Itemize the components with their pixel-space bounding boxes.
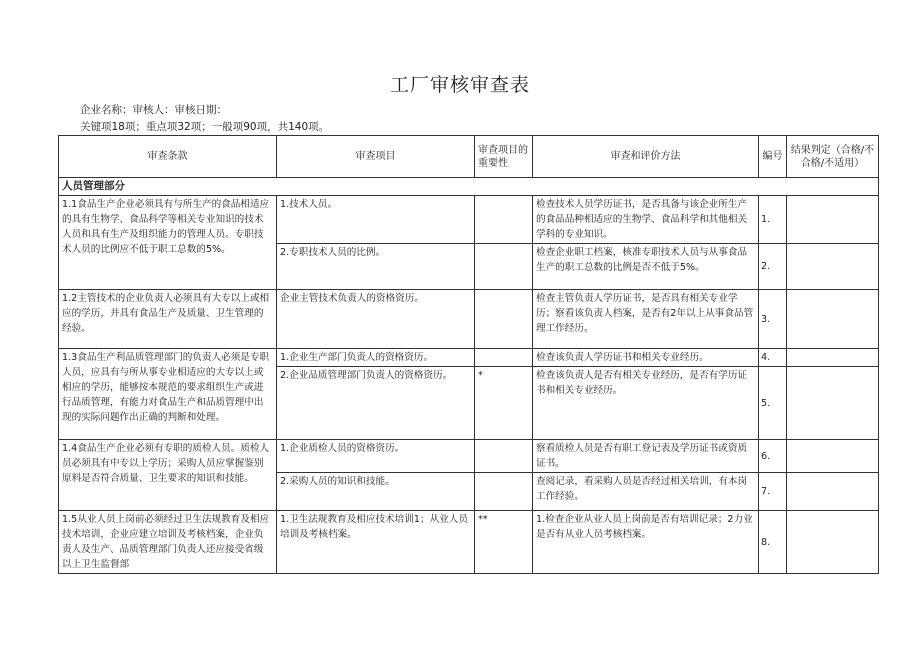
table-row (59, 511, 879, 574)
result-cell[interactable] (787, 349, 879, 367)
header-row (59, 136, 879, 178)
number-cell: 6. (759, 440, 787, 473)
section-title: 人员管理部分 (59, 178, 879, 196)
item-cell: 1.技术人员。 (277, 196, 475, 244)
importance-cell (475, 244, 533, 290)
item-cell: 1.企业生产部门负责人的资格资历。 (277, 349, 475, 367)
clause-cell: 1.1食品生产企业必须具有与所生产的食品相适应的具有生物学、食品科学等相关专业知识的技术人员和具有生产及组织能力的管理人员。专职技术人员的比例应不低于职工总数的5%。 (59, 196, 277, 290)
method-cell: 察看质检人员是否有职工登记表及学历证书或资质证书。 (533, 440, 759, 473)
number-cell: 2. (759, 244, 787, 290)
importance-cell (475, 290, 533, 349)
result-cell[interactable] (787, 244, 879, 290)
importance-cell: ** (475, 511, 533, 574)
audit-table (58, 135, 879, 574)
page-title: 工厂审核审查表 (389, 74, 530, 96)
method-cell: 检查该负责人学历证书和相关专业经历。 (533, 349, 759, 367)
method-cell: 检查技术人员学历证书，是否具备与该企业所生产的食品品种相适应的生物学、食品科学和其他相关学科的专业知识。 (533, 196, 759, 244)
section-row (59, 178, 879, 196)
number-cell: 8. (759, 511, 787, 574)
clause-cell: 1.4食品生产企业必须有专职的质检人员。质检人员必须具有中专以上学历；采购人员应掌握鉴别原料是否符合质量、卫生要求的知识和技能。 (59, 440, 277, 511)
header-number: 编号 (759, 136, 787, 178)
clause-cell: 1.3食品生产利品质管理部门的负责人必须是专职人员，应具有与所从事专业相适应的大专以上或相应的学历，能够按本规范的要求组织生产或进行品质管理，有能力对食品生产和品质管理中出现的实际问题作出正确的判断和处理。 (59, 349, 277, 440)
method-cell: 查阅记录，看采购人员是否经过相关培训，有本岗工作经验。 (533, 473, 759, 511)
result-cell[interactable] (787, 290, 879, 349)
table-row (59, 196, 879, 244)
result-cell[interactable] (787, 196, 879, 244)
table-row (59, 290, 879, 349)
method-cell: 检查主管负责人学历证书，是否具有相关专业学历；察看该负责人档案，是否有2年以上从事食品管理工作经历。 (533, 290, 759, 349)
clause-cell: 1.5从业人员上岗前必须经过卫生法规教育及相应技术培训，企业应建立培训及考核档案，企业负责人及生产、品质管理部门负责人还应接受省级以上卫生监督部 (59, 511, 277, 574)
number-cell: 7. (759, 473, 787, 511)
method-cell: 检查企业职工档案，核准专职技术人员与从事食品生产的职工总数的比例是否不低于5%。 (533, 244, 759, 290)
meta-line-item-counts: 关键项18项；重点项32项；一般项90项，共140项。 (80, 121, 330, 133)
header-method: 审查和评价方法 (533, 136, 759, 178)
number-cell: 3. (759, 290, 787, 349)
item-cell: 2.采购人员的知识和技能。 (277, 473, 475, 511)
number-cell: 4. (759, 349, 787, 367)
header-item: 审查项目 (277, 136, 475, 178)
method-cell: 1.检查企业从业人员上岗前是否有培训记录；2力业是否有从业人员考核档案。 (533, 511, 759, 574)
number-cell: 1. (759, 196, 787, 244)
table-row (59, 440, 879, 473)
item-cell: 2.企业品质管理部门负责人的资格资历。 (277, 367, 475, 440)
importance-cell (475, 440, 533, 473)
importance-cell: * (475, 367, 533, 440)
result-cell[interactable] (787, 440, 879, 473)
importance-cell (475, 473, 533, 511)
table-row (59, 349, 879, 367)
importance-cell (475, 349, 533, 367)
item-cell: 1.卫生法规教育及相应技术培训1；从业人员培训及考核档案。 (277, 511, 475, 574)
clause-cell: 1.2主管技术的企业负责人必须具有大专以上或相应的学历，并具有食品生产及质量、卫生管理的经验。 (59, 290, 277, 349)
result-cell[interactable] (787, 511, 879, 574)
header-importance: 审查项目的重要性 (475, 136, 533, 178)
result-cell[interactable] (787, 473, 879, 511)
header-result: 结果判定（合格/不合格/不适用） (787, 136, 879, 178)
meta-line-enterprise: 企业名称：审核人：审核日期： (80, 104, 227, 116)
header-clause: 审查条款 (59, 136, 277, 178)
result-cell[interactable] (787, 367, 879, 440)
item-cell: 2.专职技术人员的比例。 (277, 244, 475, 290)
item-cell: 企业主管技术负责人的资格资历。 (277, 290, 475, 349)
method-cell: 检查该负责人是否有相关专业经历，是否有学历证书和相关专业经历。 (533, 367, 759, 440)
number-cell: 5. (759, 367, 787, 440)
importance-cell (475, 196, 533, 244)
item-cell: 1.企业质检人员的资格资历。 (277, 440, 475, 473)
